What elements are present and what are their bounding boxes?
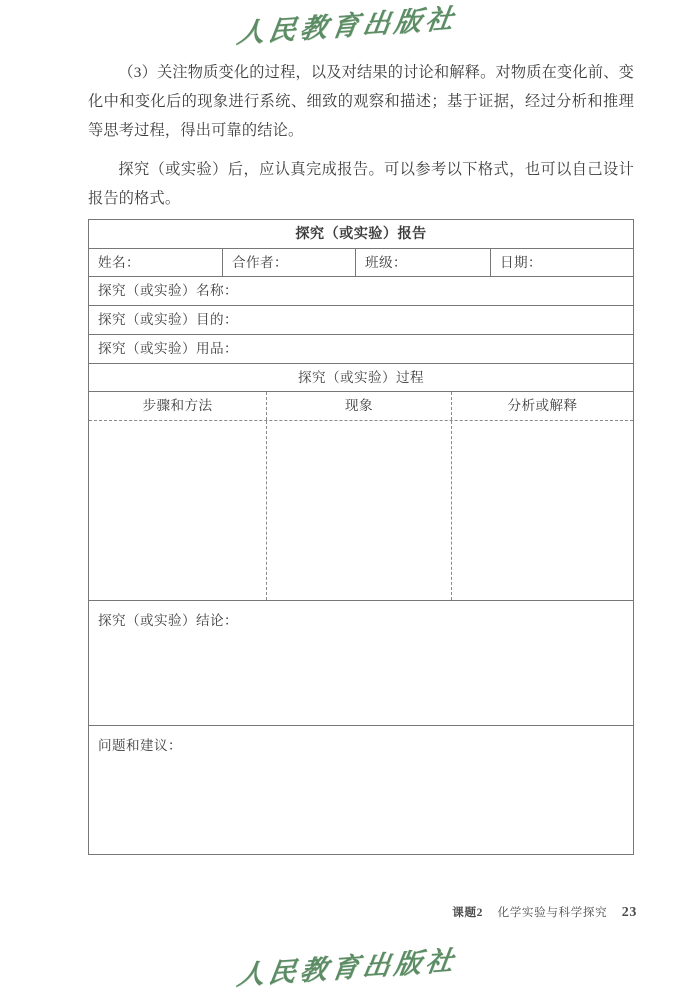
field-issues-suggestions-label: 问题和建议： (98, 738, 182, 753)
footer-lesson: 课题2 (452, 906, 484, 919)
field-collaborator[interactable] (223, 249, 356, 276)
field-experiment-name-label: 探究（或实验）名称： (98, 283, 238, 299)
paragraph-1: （3）关注物质变化的过程，以及对结果的讨论和解释。对物质在变化前、变化中和变化后的现象进行系统、细致的观察和描述；基于证据，经过分析和推理等思考过程，得出可靠的结论。 (88, 64, 634, 139)
footer-chapter-title: 化学实验与科学探究 (497, 906, 608, 919)
page-content (88, 58, 634, 217)
footer-page-number: 23 (621, 905, 637, 920)
page-footer (0, 904, 695, 921)
column-header-phenomena (267, 392, 452, 420)
field-class[interactable] (356, 249, 491, 276)
experiment-report-table (88, 219, 634, 855)
entry-cell-phenomena[interactable] (267, 421, 452, 600)
field-experiment-supplies[interactable] (89, 335, 633, 364)
process-column-header-row (89, 392, 633, 421)
field-experiment-name[interactable] (89, 277, 633, 306)
field-conclusion-label: 探究（或实验）结论： (98, 613, 238, 628)
field-experiment-supplies-label: 探究（或实验）用品： (98, 341, 238, 357)
field-conclusion[interactable] (89, 601, 633, 726)
report-title: 探究（或实验）报告 (295, 225, 427, 242)
field-name-label: 姓名： (98, 254, 140, 270)
column-header-analysis-label: 分析或解释 (507, 398, 578, 414)
column-header-steps-label: 步骤和方法 (142, 398, 213, 414)
field-date-label: 日期： (500, 254, 542, 270)
process-heading: 探究（或实验）过程 (298, 369, 424, 385)
report-info-row (89, 249, 633, 277)
field-issues-suggestions[interactable] (89, 726, 633, 854)
field-class-label: 班级： (365, 254, 407, 270)
publisher-logo-bottom-text: 人民教育出版社 (235, 945, 460, 991)
field-name[interactable] (89, 249, 223, 276)
field-experiment-purpose-label: 探究（或实验）目的： (98, 312, 238, 328)
entry-cell-steps[interactable] (89, 421, 267, 600)
process-entry-row (89, 421, 633, 601)
process-heading-row (89, 364, 633, 392)
column-header-analysis (452, 392, 633, 420)
field-collaborator-label: 合作者： (232, 254, 288, 270)
publisher-logo-top-text: 人民教育出版社 (235, 3, 460, 49)
column-header-phenomena-label: 现象 (345, 398, 373, 414)
paragraph-2: 探究（或实验）后，应认真完成报告。可以参考以下格式，也可以自己设计报告的格式。 (88, 161, 634, 207)
entry-cell-analysis[interactable] (452, 421, 633, 600)
publisher-logo-bottom (0, 945, 695, 991)
field-experiment-purpose[interactable] (89, 306, 633, 335)
report-title-row (89, 220, 633, 249)
field-date[interactable] (491, 249, 633, 276)
publisher-logo-top (0, 3, 695, 49)
column-header-steps (89, 392, 267, 420)
